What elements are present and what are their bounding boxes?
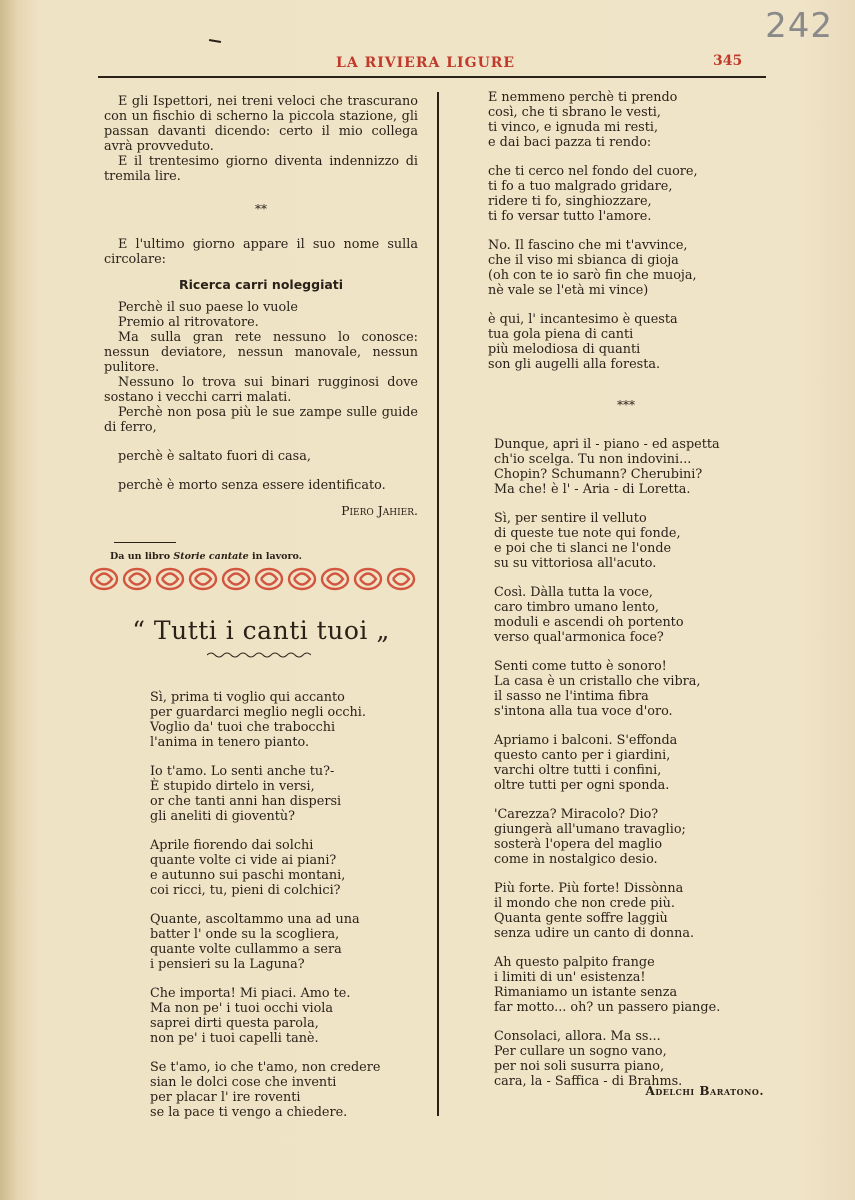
note-prefix: Da un libro [110,551,174,562]
note-rule [114,542,176,543]
note-title: Storie cantate [173,551,249,562]
signature: Piero Jahier. [341,503,418,518]
verse-line: Aprile fiorendo dai solchi [150,838,314,853]
verse-line: Quante, ascoltammo una ad una [150,912,360,927]
paragraph: E il trentesimo giorno diventa indennizzo di tremila lire. [104,154,418,184]
verse-line: La casa è un cristallo che vibra, [494,674,701,689]
verse-line: Sì, prima ti voglio qui accanto [150,690,345,705]
verse-line: sosterà l'opera del maglio [494,837,663,852]
verse-line: 'Carezza? Miracolo? Dio? [494,807,659,822]
verse-line: per guardarci meglio negli occhi. [150,705,366,720]
verse-line: Senti come tutto è sonoro! [494,659,667,674]
verse-line: E nemmeno perchè ti prendo [488,90,678,105]
stanza [150,986,410,1046]
poem-right-bottom [494,437,764,1089]
title-squiggle [207,651,311,659]
ink-mark [209,39,221,43]
stanza [488,164,764,224]
verse-line: nè vale se l'età mi vince) [488,283,649,298]
verse-line: ti fo versar tutto l'amore. [488,209,652,224]
verse-line: Io t'amo. Lo senti anche tu?- [150,764,335,779]
paragraph: E gli Ispettori, nei treni veloci che trascurano con un fischio di scherno la piccola stazione, gli passan davanti dicendo: certo il mio collega avrà provveduto. [104,94,418,154]
verse-line: Ma non pe' i tuoi occhi viola [150,1001,334,1016]
verse-line: se la pace ti vengo a chiedere. [150,1105,348,1120]
verse-line: Per cullare un sogno vano, [494,1044,667,1059]
verse-line: Così. Dàlla tutta la voce, [494,585,653,600]
stanza [494,733,764,793]
verse-line: Che importa! Mi piaci. Amo te. [150,986,351,1001]
source-note [110,549,418,564]
verse-line: senza udire un canto di donna. [494,926,695,941]
verse-line: e autunno sui paschi montani, [150,868,346,883]
stanza [494,585,764,645]
verse-line: i pensieri su la Laguna? [150,957,305,972]
page-number: 345 [713,53,743,69]
verse-line: di queste tue note qui fonde, [494,526,681,541]
verse-line: or che tanti anni han dispersi [150,794,342,809]
line: Perchè il suo paese lo vuole [118,300,298,315]
stanza [150,1060,410,1120]
right-column [488,90,764,1103]
verse-line: È stupido dirtelo in versi, [150,779,315,794]
verse-line: così, che ti sbrano le vesti, [488,105,661,120]
line: Premio al ritrovatore. [118,315,259,330]
verse-line: batter l' onde su la scogliera, [150,927,340,942]
verse-line: Chopin? Schumann? Cherubini? [494,467,703,482]
verse-line: Voglio da' tuoi che trabocchi [150,720,336,735]
verse-line: son gli augelli alla foresta. [488,357,661,372]
paragraph: E l'ultimo giorno appare il suo nome sulla circolare: [104,237,418,267]
verse-line: Consolaci, allora. Ma ss... [494,1029,661,1044]
verse-line: far motto... oh? un passero piange. [494,1000,721,1015]
verse-line: (oh con te io sarò fin che muoja, [488,268,697,283]
verse-line: giungerà all'umano travaglio; [494,822,686,837]
poem-right-top [488,90,764,372]
verse-line: Dunque, apri il - piano - ed aspetta [494,437,720,452]
running-title: LA RIVIERA LIGURE [336,55,516,71]
verse-line: gli aneliti di gioventù? [150,809,296,824]
verse-line: questo canto per i giardini, [494,748,671,763]
poem-left-column [150,690,410,1134]
poem-title: “ Tutti i canti tuoi „ [132,616,390,645]
verse-line: quante volte cullammo a sera [150,942,342,957]
stanza [150,690,410,750]
stanza [488,312,764,372]
verse-line: e dai baci pazza ti rendo: [488,135,652,150]
verse-line: saprei dirti questa parola, [150,1016,319,1031]
stanza [494,955,764,1015]
verse-line: Se t'amo, io che t'amo, non credere [150,1060,381,1075]
paragraph: Perchè non posa più le sue zampe sulle guide di ferro, [104,405,418,435]
verse-line: che il viso mi sbianca di gioja [488,253,679,268]
stanza [494,511,764,571]
stanza [494,881,764,941]
verse-line: ch'io scelga. Tu non indovini... [494,452,692,467]
stanza [150,912,410,972]
verse-line: non pe' i tuoi capelli tanè. [150,1031,319,1046]
stanza [494,659,764,719]
verse-line: Sì, per sentire il velluto [494,511,647,526]
verse-line: Apriamo i balconi. S'effonda [494,733,678,748]
left-prose [104,94,418,564]
verse-line: Quanta gente soffre laggiù [494,911,668,926]
verse-line: oltre tutti per ogni sponda. [494,778,670,793]
verse-line: ti fo a tuo malgrado gridare, [488,179,673,194]
closing-line: perchè è morto senza essere identificato. [118,478,386,493]
stanza [488,90,764,150]
verse-line: quante volte ci vide ai piani? [150,853,337,868]
verse-line: Ah questo palpito frange [494,955,655,970]
verse-line: il sasso ne l'intima fibra [494,689,649,704]
subheading: Ricerca carri noleggiati [178,277,344,292]
stanza [488,238,764,298]
verse-line: più melodiosa di quanti [488,342,641,357]
verse-line: cara, la - Saffica - di Brahms. [494,1074,683,1089]
stanza [494,807,764,867]
paragraph: Nessuno lo trova sui binari rugginosi dove sostano i vecchi carri malati. [104,375,418,405]
verse-line: varchi oltre tutti i confini, [494,763,662,778]
verse-line: coi ricci, tu, pieni di colchici? [150,883,341,898]
verse-line: ridere ti fo, singhiozzare, [488,194,652,209]
ornamental-band [88,564,420,594]
verse-line: per placar l' ire roventi [150,1090,301,1105]
verse-line: sian le dolci cose che inventi [150,1075,337,1090]
verse-line: No. Il fascino che mi t'avvince, [488,238,688,253]
verse-line: Rimaniamo un istante senza [494,985,678,1000]
handwritten-page-number: 242 [765,6,833,46]
verse-line: che ti cerco nel fondo del cuore, [488,164,698,179]
column-rule [437,92,439,1116]
paragraph: Ma sulla gran rete nessuno lo conosce: nessun deviatore, nessun manovale, nessun pulitore. [104,330,418,375]
verse-line: tua gola piena di canti [488,327,634,342]
stanza [150,838,410,898]
verse-line: i limiti di un' esistenza! [494,970,646,985]
stanza [150,764,410,824]
poem-stars: *** [617,398,635,412]
section-stars: ** [255,202,267,216]
closing-line: perchè è saltato fuori di casa, [118,449,311,464]
verse-line: s'intona alla tua voce d'oro. [494,704,673,719]
verse-line: moduli e ascendi oh portento [494,615,684,630]
verse-line: verso qual'armonica foce? [494,630,664,645]
verse-line: come in nostalgico desio. [494,852,658,867]
poem-author: Adelchi Baratono. [645,1084,764,1098]
verse-line: su su vittoriosa all'acuto. [494,556,657,571]
verse-line: è qui, l' incantesimo è questa [488,312,678,327]
verse-line: caro timbro umano lento, [494,600,659,615]
header-rule [98,76,766,78]
stanza [494,1029,764,1089]
note-suffix: in lavoro. [248,551,302,562]
verse-line: per noi soli susurra piano, [494,1059,665,1074]
verse-line: e poi che ti slanci ne l'onde [494,541,672,556]
verse-line: Più forte. Più forte! Dissònna [494,881,684,896]
verse-line: ti vinco, e ignuda mi resti, [488,120,659,135]
verse-line: l'anima in tenero pianto. [150,735,310,750]
verse-line: il mondo che non crede più. [494,896,675,911]
stanza [494,437,764,497]
verse-line: Ma che! è l' - Aria - di Loretta. [494,482,691,497]
